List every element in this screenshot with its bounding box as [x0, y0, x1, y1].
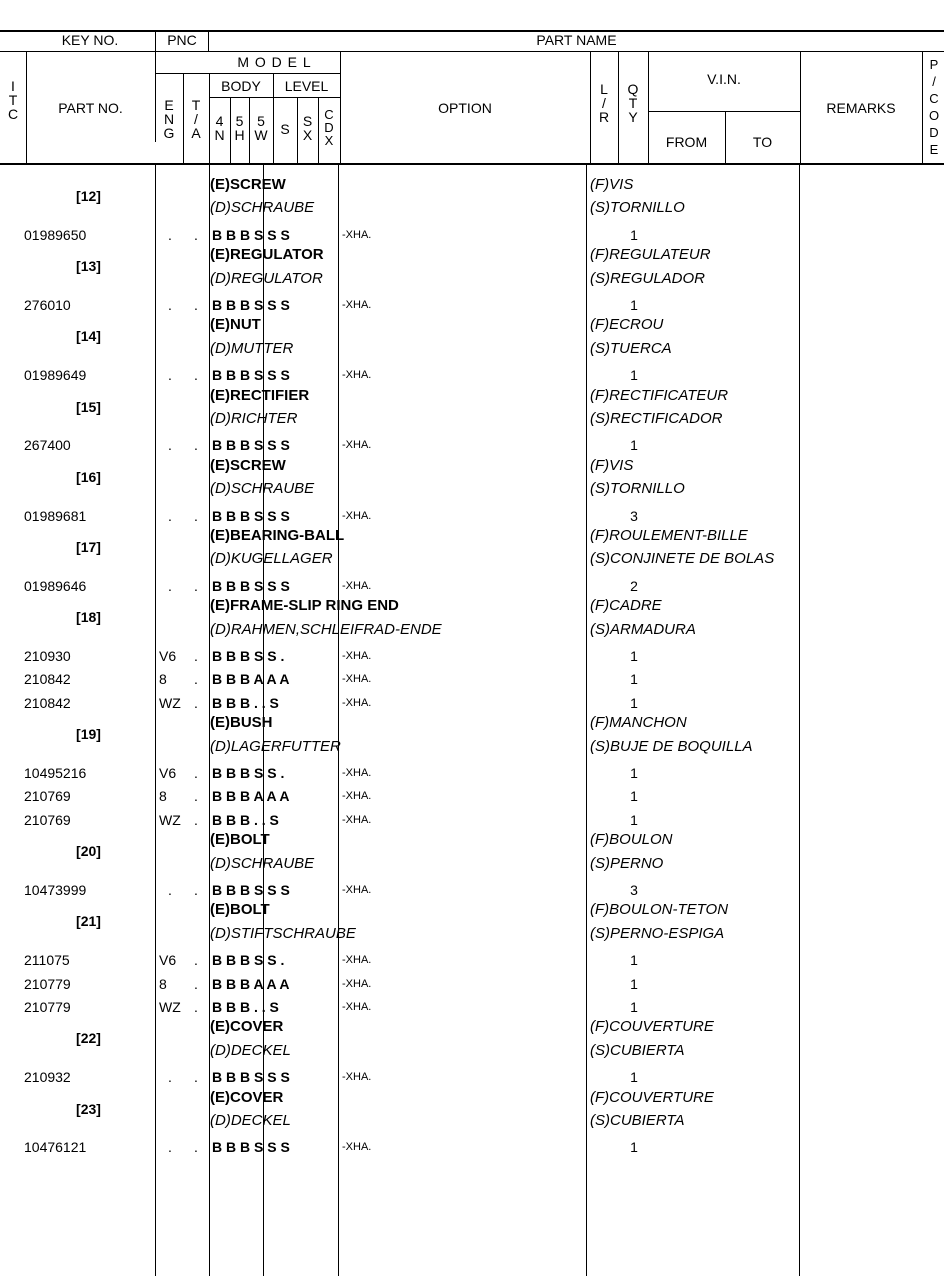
option-code: -XHA. — [342, 579, 372, 592]
model-codes: B B B S S S — [212, 297, 290, 313]
eng-dot: . — [168, 1139, 172, 1156]
level-sx-header: S X — [302, 113, 313, 143]
part-number: 210769 — [24, 788, 71, 805]
key-number: [23] — [76, 1100, 101, 1117]
part-name-spanish: (S)TORNILLO — [590, 199, 685, 217]
part-name-english: (E)REGULATOR — [210, 246, 324, 264]
part-number: 276010 — [24, 297, 71, 313]
option-header: OPTION — [438, 100, 492, 116]
part-name-english: (E)FRAME-SLIP RING END — [210, 597, 399, 615]
part-no-header: PART NO. — [58, 100, 123, 116]
engine-code: 8 — [159, 975, 167, 992]
part-name-english: (E)NUT — [210, 316, 261, 334]
part-name-french: (F)BOULON — [590, 831, 673, 849]
engine-code: V6 — [159, 648, 177, 664]
pnc-dot: . — [194, 671, 198, 688]
part-name-french: (F)MANCHON — [590, 714, 687, 732]
body-5w-header: 5 W — [254, 113, 268, 143]
option-code: -XHA. — [342, 299, 372, 311]
key-no-header: KEY NO. — [61, 32, 119, 48]
model-codes: B B B S S . — [212, 952, 285, 969]
option-code: -XHA. — [342, 954, 372, 967]
vin-from-header: FROM — [665, 134, 708, 150]
part-number: 10495216 — [24, 765, 87, 781]
option-code: -XHA. — [342, 1071, 372, 1084]
engine-code: WZ — [159, 999, 181, 1015]
part-name-french: (F)CADRE — [590, 597, 662, 615]
model-codes: B B B S S S — [212, 577, 290, 594]
part-number: 10476121 — [24, 1139, 87, 1156]
quantity: 1 — [630, 1139, 638, 1156]
body-header: BODY — [221, 78, 261, 94]
quantity: 1 — [630, 952, 638, 969]
part-name-german: (D)SCHRAUBE — [210, 480, 315, 498]
pnc-dot: . — [194, 694, 198, 711]
part-name-french: (F)REGULATEUR — [590, 246, 711, 264]
part-number: 211075 — [24, 952, 70, 969]
pnc-dot: . — [194, 648, 198, 664]
engine-code: WZ — [159, 694, 181, 711]
part-name-german: (D)SCHRAUBE — [210, 199, 315, 217]
quantity: 1 — [630, 226, 638, 243]
pnc-dot: . — [194, 577, 198, 594]
ta-header: T / A — [191, 97, 201, 141]
key-number: [21] — [76, 913, 101, 930]
level-header: LEVEL — [284, 78, 329, 94]
model-codes: B B B . . S — [212, 694, 279, 711]
option-code: -XHA. — [342, 1141, 372, 1154]
model-codes: B B B S S S — [212, 226, 290, 243]
model-codes: B B B S S S — [212, 1069, 290, 1086]
part-number: 10473999 — [24, 882, 87, 898]
pnc-dot: . — [194, 952, 198, 969]
part-name-german: (D)REGULATOR — [210, 269, 323, 287]
pnc-dot: . — [194, 1139, 198, 1156]
part-name-french: (F)COUVERTURE — [590, 1088, 714, 1106]
part-number: 210932 — [24, 1069, 71, 1086]
quantity: 1 — [630, 811, 638, 828]
part-name-french: (F)ROULEMENT-BILLE — [590, 527, 748, 544]
option-code: -XHA. — [342, 673, 372, 686]
quantity: 1 — [630, 975, 638, 992]
pnc-dot: . — [194, 507, 198, 524]
key-number: [16] — [76, 468, 101, 485]
option-code: -XHA. — [342, 1001, 372, 1013]
model-codes: B B B A A A — [212, 975, 290, 992]
eng-dot: . — [168, 577, 172, 594]
engine-code: V6 — [159, 952, 177, 969]
quantity: 1 — [630, 788, 638, 805]
part-name-spanish: (S)TORNILLO — [590, 480, 685, 498]
part-name-spanish: (S)PERNO-ESPIGA — [590, 924, 725, 942]
model-codes: B B B S S S — [212, 367, 290, 384]
part-name-english: (E)BUSH — [210, 714, 273, 732]
pnc-dot: . — [194, 999, 198, 1015]
part-name-french: (F)BOULON-TETON — [590, 901, 729, 919]
model-codes: B B B A A A — [212, 671, 290, 688]
model-codes: B B B S S S — [212, 437, 290, 454]
part-name-german: (D)RAHMEN,SCHLEIFRAD-ENDE — [210, 620, 442, 638]
key-number: [12] — [76, 188, 101, 204]
quantity: 1 — [630, 999, 638, 1015]
part-number: 01989681 — [24, 507, 87, 524]
part-number: 210930 — [24, 648, 71, 664]
pnc-dot: . — [194, 437, 198, 454]
remarks-header: REMARKS — [826, 100, 896, 116]
itc-header: I T C — [7, 78, 19, 122]
model-codes: B B B . . S — [212, 999, 279, 1015]
part-name-french: (F)VIS — [590, 176, 634, 193]
option-code: -XHA. — [342, 977, 372, 990]
part-number: 210842 — [24, 694, 71, 711]
part-name-german: (D)RICHTER — [210, 410, 298, 427]
quantity: 1 — [630, 648, 638, 664]
engine-code: 8 — [159, 671, 167, 688]
part-name-spanish: (S)CUBIERTA — [590, 1112, 685, 1129]
part-name-english: (E)RECTIFIER — [210, 386, 310, 404]
part-name-english: (E)BEARING-BALL — [210, 527, 345, 544]
quantity: 1 — [630, 367, 638, 384]
option-code: -XHA. — [342, 228, 372, 241]
quantity: 2 — [630, 577, 638, 594]
key-number: [14] — [76, 328, 101, 345]
pnc-dot: . — [194, 297, 198, 313]
model-codes: B B B A A A — [212, 788, 290, 805]
part-name-french: (F)COUVERTURE — [590, 1018, 714, 1036]
part-number: 01989649 — [24, 367, 87, 384]
quantity: 1 — [630, 1069, 638, 1086]
key-number: [18] — [76, 609, 101, 626]
part-name-header: PART NAME — [536, 32, 617, 48]
quantity: 1 — [630, 694, 638, 711]
model-codes: B B B . . S — [212, 811, 279, 828]
engine-code: V6 — [159, 765, 177, 781]
quantity: 1 — [630, 671, 638, 688]
eng-dot: . — [168, 367, 172, 384]
pnc-dot: . — [194, 367, 198, 384]
part-name-german: (D)LAGERFUTTER — [210, 737, 341, 755]
pnc-dot: . — [194, 811, 198, 828]
eng-dot: . — [168, 226, 172, 243]
vin-to-header: TO — [752, 134, 773, 150]
part-name-spanish: (S)BUJE DE BOQUILLA — [590, 737, 753, 755]
quantity: 3 — [630, 882, 638, 898]
model-codes: B B B S S S — [212, 1139, 290, 1156]
part-number: 210769 — [24, 811, 71, 828]
model-codes: B B B S S . — [212, 648, 285, 664]
part-name-english: (E)SCREW — [210, 176, 286, 193]
key-number: [13] — [76, 258, 101, 275]
quantity: 1 — [630, 437, 638, 454]
vin-header: V.I.N. — [707, 71, 741, 87]
part-name-french: (F)VIS — [590, 456, 634, 474]
part-name-spanish: (S)REGULADOR — [590, 269, 706, 287]
key-number: [19] — [76, 726, 101, 743]
part-number: 210779 — [24, 999, 71, 1015]
part-name-english: (E)BOLT — [210, 901, 270, 919]
part-number: 267400 — [24, 437, 71, 454]
pnc-dot: . — [194, 226, 198, 243]
engine-code: WZ — [159, 811, 181, 828]
part-name-english: (E)BOLT — [210, 831, 270, 849]
body-5h-header: 5 H — [234, 113, 245, 143]
level-cdx-header: C D X — [324, 107, 334, 148]
key-number: [22] — [76, 1030, 101, 1047]
part-name-spanish: (S)RECTIFICADOR — [590, 410, 723, 427]
pnc-dot: . — [194, 882, 198, 898]
part-name-german: (D)MUTTER — [210, 339, 294, 357]
eng-header: E N G — [163, 97, 175, 141]
part-number: 01989650 — [24, 226, 87, 243]
quantity: 1 — [630, 765, 638, 781]
part-name-spanish: (S)ARMADURA — [590, 620, 696, 638]
model-codes: B B B S S S — [212, 882, 290, 898]
pnc-header: PNC — [167, 32, 197, 48]
pcode-header: P / C O D E — [928, 57, 940, 157]
part-number: 210779 — [24, 975, 71, 992]
eng-dot: . — [168, 437, 172, 454]
option-code: -XHA. — [342, 369, 372, 382]
pnc-dot: . — [194, 765, 198, 781]
part-name-spanish: (S)CONJINETE DE BOLAS — [590, 550, 775, 568]
option-code: -XHA. — [342, 884, 372, 896]
model-header: M O D E L — [237, 54, 312, 70]
model-codes: B B B S S . — [212, 765, 285, 781]
option-code: -XHA. — [342, 790, 372, 803]
eng-dot: . — [168, 507, 172, 524]
part-name-german: (D)DECKEL — [210, 1112, 291, 1129]
part-name-french: (F)ECROU — [590, 316, 664, 334]
part-name-spanish: (S)CUBIERTA — [590, 1041, 685, 1059]
eng-dot: . — [168, 882, 172, 898]
part-name-spanish: (S)TUERCA — [590, 339, 672, 357]
quantity: 3 — [630, 507, 638, 524]
key-number: [15] — [76, 398, 101, 415]
key-number: [20] — [76, 843, 101, 860]
part-name-english: (E)COVER — [210, 1088, 284, 1106]
model-codes: B B B S S S — [212, 507, 290, 524]
pnc-dot: . — [194, 788, 198, 805]
pnc-dot: . — [194, 1069, 198, 1086]
part-name-german: (D)DECKEL — [210, 1041, 291, 1059]
part-name-english: (E)COVER — [210, 1018, 284, 1036]
quantity: 1 — [630, 297, 638, 313]
eng-dot: . — [168, 297, 172, 313]
option-code: -XHA. — [342, 767, 372, 779]
option-code: -XHA. — [342, 509, 372, 522]
engine-code: 8 — [159, 788, 167, 805]
option-code: -XHA. — [342, 813, 372, 826]
part-name-german: (D)SCHRAUBE — [210, 854, 315, 872]
option-code: -XHA. — [342, 696, 372, 709]
part-number: 210842 — [24, 671, 71, 688]
part-name-german: (D)KUGELLAGER — [210, 550, 333, 568]
part-number: 01989646 — [24, 577, 87, 594]
body-4n-header: 4 N — [214, 113, 225, 143]
level-s-header: S — [280, 121, 290, 137]
key-number: [17] — [76, 539, 101, 555]
part-name-spanish: (S)PERNO — [590, 854, 664, 872]
option-code: -XHA. — [342, 439, 372, 452]
pnc-dot: . — [194, 975, 198, 992]
part-name-french: (F)RECTIFICATEUR — [590, 386, 729, 404]
option-code: -XHA. — [342, 650, 372, 662]
lr-header: L / R — [598, 81, 610, 125]
eng-dot: . — [168, 1069, 172, 1086]
qty-header: Q T Y — [627, 81, 639, 125]
part-name-german: (D)STIFTSCHRAUBE — [210, 924, 356, 942]
part-name-english: (E)SCREW — [210, 456, 286, 474]
